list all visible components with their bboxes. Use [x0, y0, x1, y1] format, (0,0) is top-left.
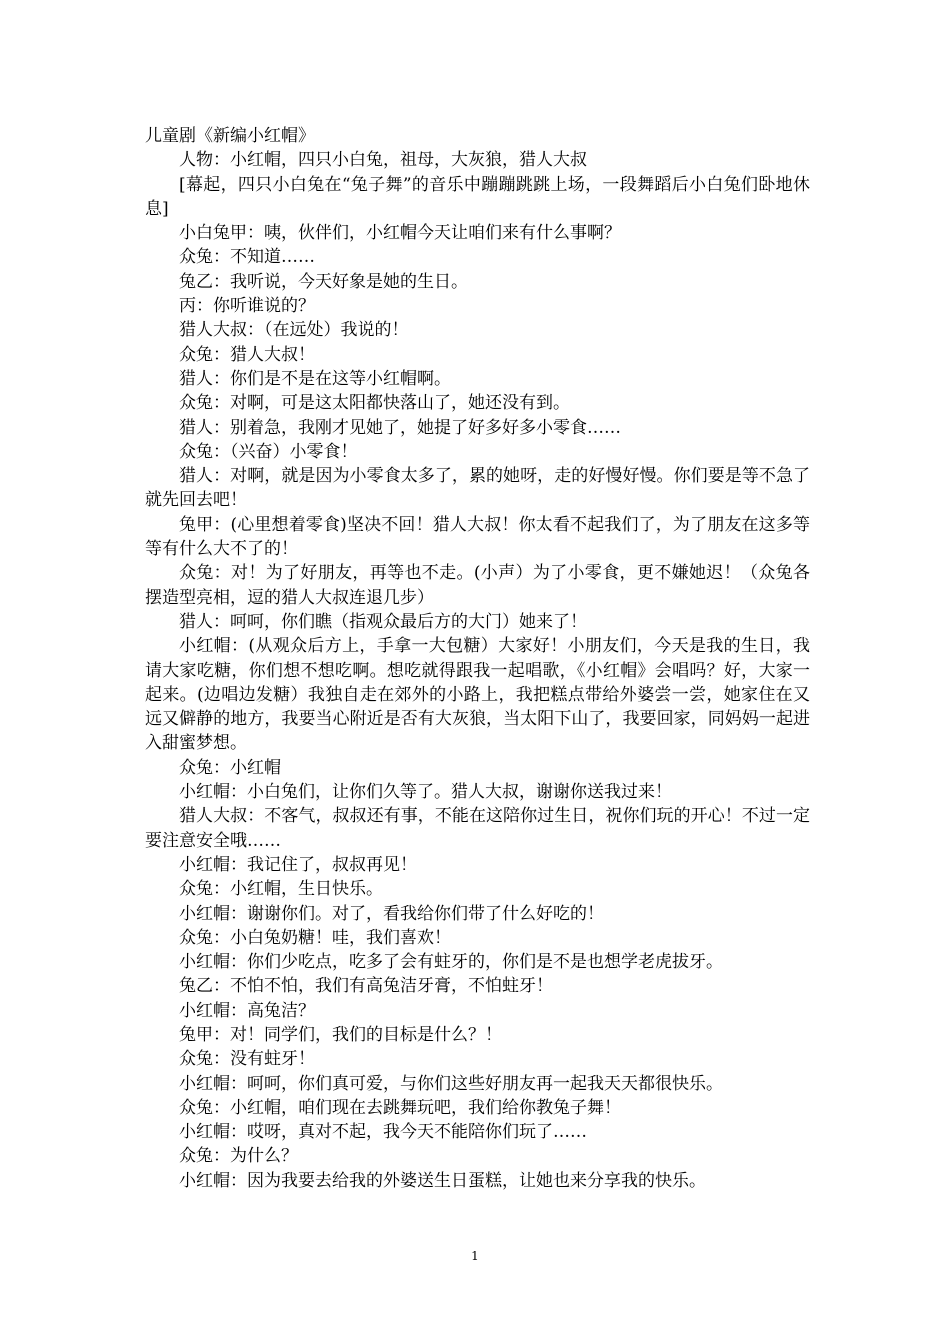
script-line: 小红帽：你们少吃点，吃多了会有蛀牙的，你们是不是也想学老虎拔牙。: [179, 952, 723, 973]
script-paragraphs: [145, 148, 810, 1193]
script-line: 猎人：你们是不是在这等小红帽啊。: [179, 368, 451, 389]
script-line: 众兔：小红帽，生日快乐。: [179, 879, 383, 900]
script-line: 兔甲：(心里想着零食)坚决不回！猎人大叔！你太看不起我们了，为了朋友在这多等等有什么大不了的！: [145, 514, 810, 560]
script-line: 猎人：别着急，我刚才见她了，她提了好多好多小零食……: [179, 417, 621, 438]
script-line: 兔甲：对！同学们，我们的目标是什么？！: [179, 1024, 502, 1045]
script-line: 人物：小红帽，四只小白兔，祖母，大灰狼，猎人大叔: [179, 150, 587, 171]
script-line: 小红帽：高兔洁？: [179, 1000, 315, 1021]
script-line: 众兔：小白兔奶糖！哇，我们喜欢！: [179, 927, 451, 948]
script-line: 众兔：小红帽，咱们现在去跳舞玩吧，我们给你教兔子舞！: [179, 1097, 621, 1118]
script-line: 猎人：呵呵，你们瞧（指观众最后方的大门）她来了！: [179, 611, 587, 632]
script-line: 众兔：没有蛀牙！: [179, 1049, 315, 1070]
script-line: 众兔：对！为了好朋友，再等也不走。(小声）为了小零食，更不嫌她迟！（众兔各摆造型亮相，逗的猎人大叔连退几步）: [145, 563, 810, 608]
script-line: 众兔：猎人大叔！: [179, 344, 315, 365]
script-line: 丙：你听谁说的？: [179, 296, 315, 317]
script-line: 众兔：（兴奋）小零食！: [179, 441, 358, 462]
script-line: 小白兔甲：咦，伙伴们，小红帽今天让咱们来有什么事啊？: [179, 223, 621, 244]
document-title: 儿童剧《新编小红帽》: [145, 126, 315, 146]
script-line: 小红帽：我记住了，叔叔再见！: [179, 854, 417, 875]
script-line: 兔乙：我听说，今天好象是她的生日。: [179, 271, 468, 292]
script-line: 猎人大叔：（在远处）我说的！: [179, 320, 409, 341]
script-line: 猎人大叔：不客气，叔叔还有事，不能在这陪你过生日，祝你们玩的开心！不过一定要注意安全哦……: [145, 806, 810, 851]
script-line: 小红帽：小白兔们，让你们久等了。猎人大叔，谢谢你送我过来！: [179, 782, 672, 803]
script-line: 小红帽：(从观众后方上，手拿一大包糖）大家好！小朋友们，今天是我的生日，我请大家吃糖，你们想不想吃啊。想吃就得跟我一起唱歌，《小红帽》会唱吗？好，大家一起来。(边唱边发糖）我独自走在郊外的小路上，我把糕点带给外婆尝一尝，她家住在又远又僻静的地方，我要当心附近是否有大灰狼，当太阳下山了，我要回家，同妈妈一起进入甜蜜梦想。: [145, 636, 810, 754]
script-line: 猎人：对啊，就是因为小零食太多了，累的她呀，走的好慢好慢。你们要是等不急了就先回去吧！: [145, 466, 810, 511]
script-line: 众兔：不知道……: [179, 247, 315, 268]
document-body: [145, 124, 810, 1193]
script-line: 小红帽：谢谢你们。对了，看我给你们带了什么好吃的！: [179, 903, 604, 924]
script-line: 小红帽：因为我要去给我的外婆送生日蛋糕，让她也来分享我的快乐。: [179, 1170, 706, 1191]
script-line: 众兔：小红帽: [179, 757, 281, 778]
page-number: 1: [471, 1249, 479, 1263]
script-line: 小红帽：呵呵，你们真可爱，与你们这些好朋友再一起我天天都很快乐。: [179, 1073, 723, 1094]
script-line: 兔乙：不怕不怕，我们有高兔洁牙膏，不怕蛀牙！: [179, 976, 553, 997]
script-line: 小红帽：哎呀，真对不起，我今天不能陪你们玩了……: [179, 1122, 587, 1143]
script-line: 众兔：为什么？: [179, 1146, 298, 1167]
script-line: [幕起，四只小白兔在“兔子舞”的音乐中蹦蹦跳跳上场，一段舞蹈后小白兔们卧地休息]: [145, 174, 810, 219]
script-line: 众兔：对啊，可是这太阳都快落山了，她还没有到。: [179, 393, 570, 414]
